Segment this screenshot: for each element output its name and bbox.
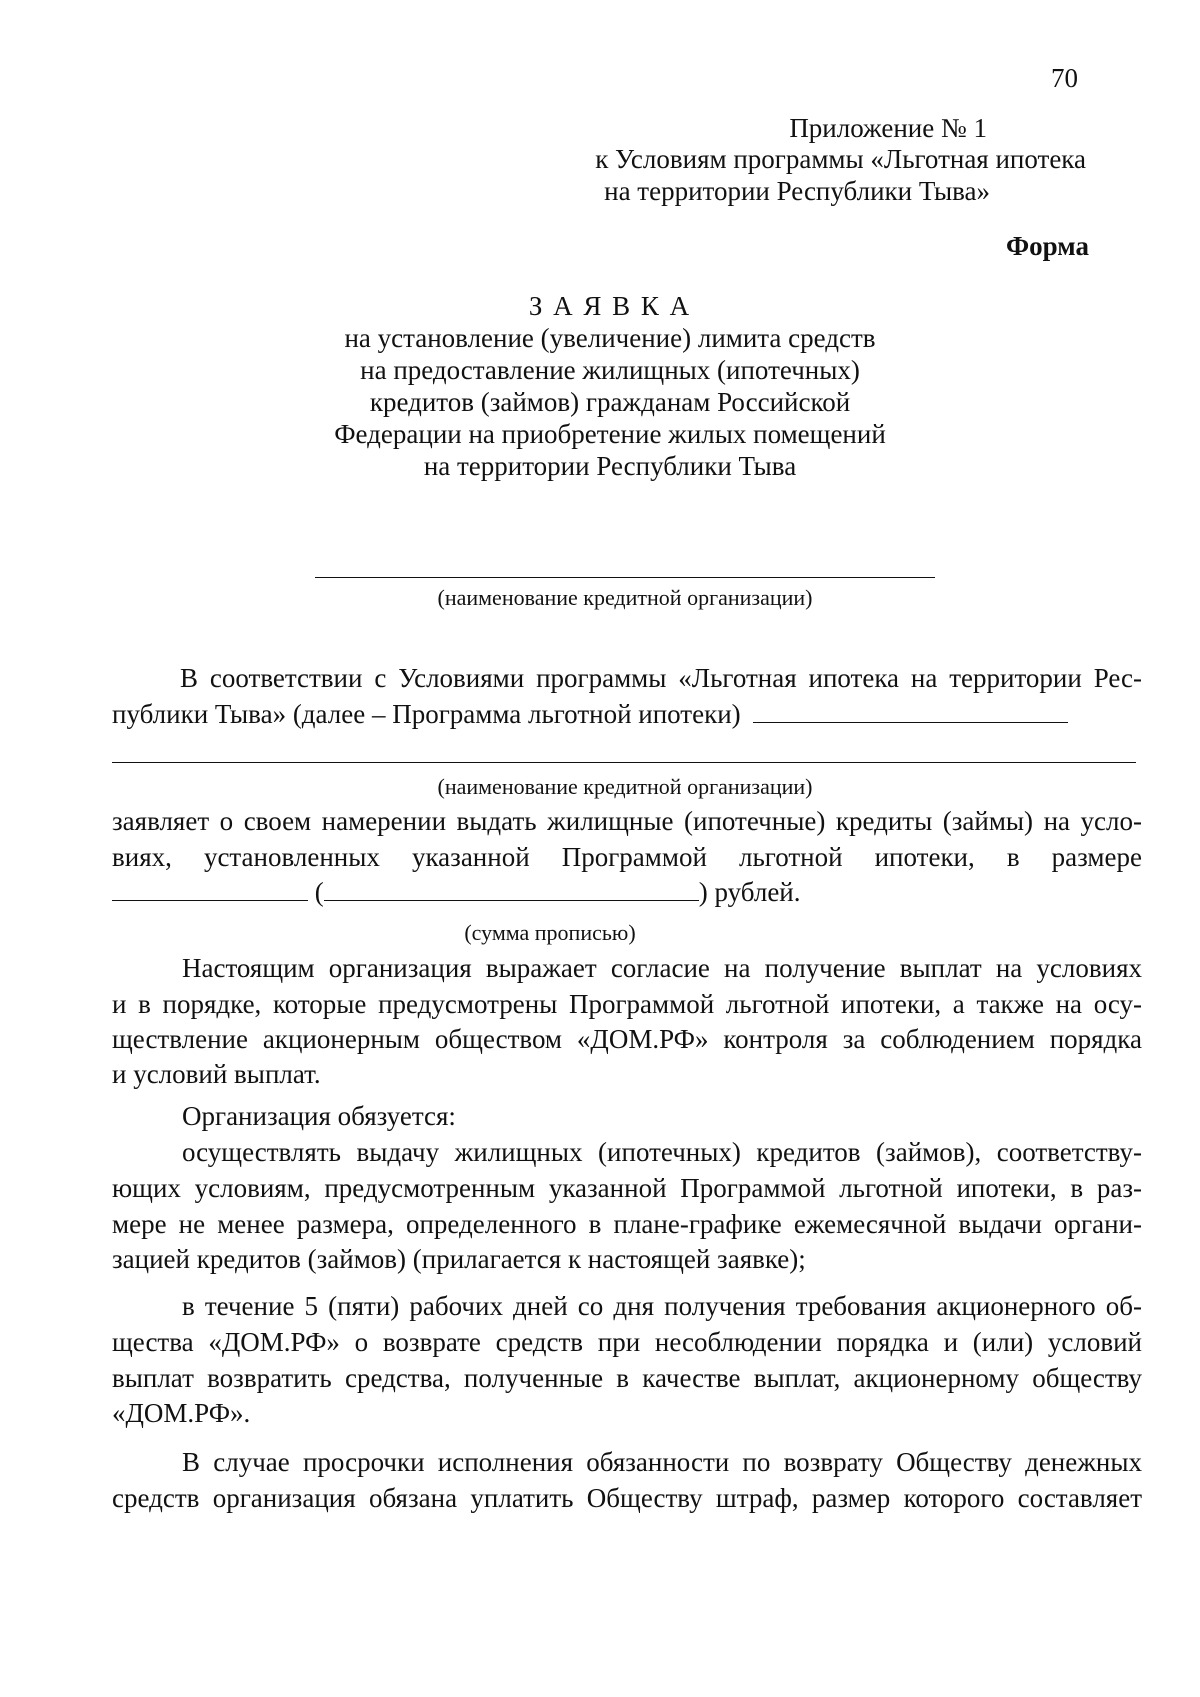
appendix-subtitle-2: на территории Республики Тыва»: [604, 176, 990, 206]
title-line: Федерации на приобретение жилых помещений: [334, 419, 886, 449]
title-line: на территории Республики Тыва: [423, 451, 797, 481]
paragraph-5-line: ющих условиям, предусмотренным указанной Программой льготной ипотеки, в раз-: [112, 1173, 1142, 1203]
paragraph-1-text: публики Тыва» (далее – Программа льготной ипотеки): [112, 699, 741, 729]
paragraph-1-line-2: [112, 698, 1068, 731]
paragraph-6-line: в течение 5 (пяти) рабочих дней со дня получения требования акционерного об-: [182, 1291, 1142, 1321]
title-line: на установление (увеличение) лимита средств: [344, 323, 876, 353]
paragraph-2-line-1: заявляет о своем намерении выдать жилищные (ипотечные) кредиты (займы) на усло-: [112, 806, 1142, 836]
amount-line: [112, 876, 801, 909]
paragraph-7-line: средств организация обязана уплатить Обществу штраф, размер которого составляет: [112, 1483, 1142, 1513]
open-paren: (: [314, 877, 324, 907]
org-name-blank-inline[interactable]: [753, 698, 1068, 723]
appendix-title: Приложение № 1: [789, 113, 987, 143]
sum-words-caption: (сумма прописью): [464, 920, 636, 945]
paragraph-4: Организация обязуется:: [182, 1101, 456, 1131]
form-label: Форма: [1005, 231, 1089, 261]
paragraph-6-line: выплат возвратить средства, полученные в качестве выплат, акционерному обществу: [112, 1363, 1142, 1393]
org-name-blank[interactable]: [315, 577, 935, 578]
amount-words-field[interactable]: [324, 876, 699, 901]
paragraph-5-line: осуществлять выдачу жилищных (ипотечных) кредитов (займов), соответству-: [182, 1137, 1142, 1167]
paragraph-7-line: В случае просрочки исполнения обязанности по возврату Обществу денежных: [182, 1447, 1142, 1477]
org-name-caption-2: (наименование кредитной организации): [437, 774, 813, 799]
org-name-caption: (наименование кредитной организации): [437, 585, 813, 610]
paragraph-5-line: мере не менее размера, определенного в плане-графике ежемесячной выдачи органи-: [112, 1209, 1142, 1239]
title-line: кредитов (займов) гражданам Российской: [369, 387, 851, 417]
amount-number-field[interactable]: [112, 876, 308, 901]
org-name-blank-full[interactable]: [112, 762, 1136, 763]
paragraph-5-line: зацией кредитов (займов) (прилагается к настоящей заявке);: [112, 1244, 806, 1274]
paragraph-1-line-1: В соответствии с Условиями программы «Льготная ипотека на территории Рес-: [180, 663, 1142, 693]
document-heading: З А Я В К А: [528, 291, 692, 321]
title-line: на предоставление жилищных (ипотечных): [360, 355, 860, 385]
paragraph-3-line: и в порядке, которые предусмотрены Программой льготной ипотеки, а также на осу-: [112, 989, 1142, 1019]
paragraph-6-line: «ДОМ.РФ».: [112, 1398, 251, 1428]
page-number: 70: [1051, 63, 1078, 93]
paragraph-3-line: и условий выплат.: [112, 1059, 321, 1089]
appendix-subtitle-1: к Условиям программы «Льготная ипотека: [595, 144, 1086, 174]
paragraph-3-line: Настоящим организация выражает согласие на получение выплат на условиях: [182, 953, 1142, 983]
paragraph-2-line-2: виях, установленных указанной Программой льготной ипотеки, в размере: [112, 842, 1142, 872]
rubles-label: ) рублей.: [698, 877, 801, 907]
paragraph-6-line: щества «ДОМ.РФ» о возврате средств при несоблюдении порядка и (или) условий: [112, 1327, 1142, 1357]
paragraph-3-line: ществление акционерным обществом «ДОМ.РФ» контроля за соблюдением порядка: [112, 1024, 1142, 1054]
